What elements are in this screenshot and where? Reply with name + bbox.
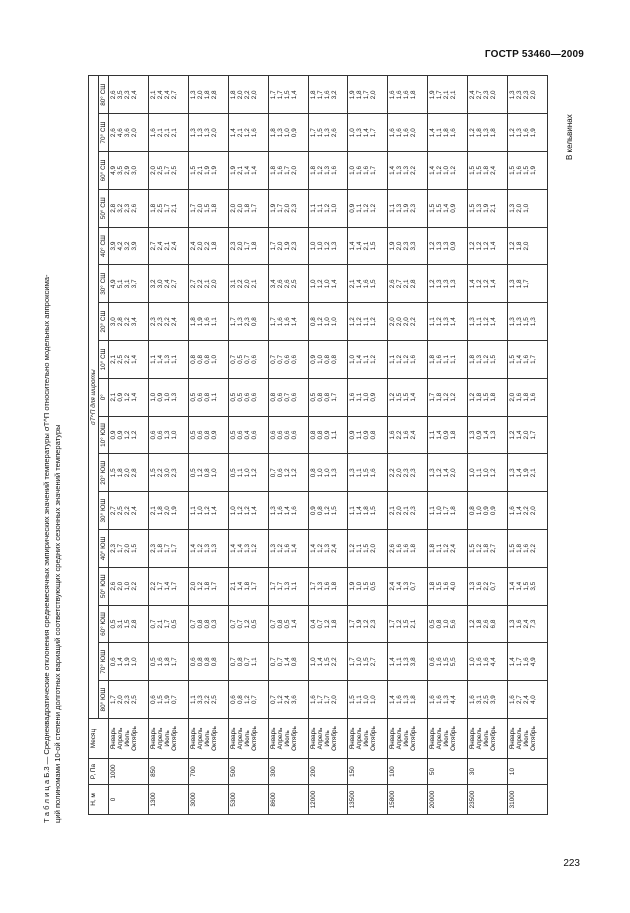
value-cell: 1,4 1,7 1,6 4,9 — [508, 643, 548, 681]
value-cell: 1,3 0,9 1,4 1,3 — [468, 416, 508, 454]
col-header-month: Месяц — [89, 719, 109, 759]
value-cell: 1,7 1,6 1,6 1,4 — [268, 303, 308, 341]
value-cell: 0,9 0,9 1,2 1,2 — [109, 416, 149, 454]
latitude-header: 60° СШ — [99, 152, 109, 190]
value-cell: 1,8 1,2 1,3 1,6 — [308, 152, 348, 190]
value-cell: 1,4 1,3 1,3 2,2 — [388, 152, 428, 190]
value-cell: 2,6 2,0 1,0 2,2 — [109, 567, 149, 605]
value-cell: 1,3 1,1 1,5 1,6 — [348, 454, 388, 492]
value-cell: 1,7 2,0 2,3 2,5 — [109, 681, 149, 719]
value-cell: 1,4 1,2 1,2 1,4 — [468, 265, 508, 303]
value-cell: 1,2 1,2 1,2 1,4 — [468, 227, 508, 265]
month-cell: Январь Апрель Июль Октябрь — [268, 719, 308, 759]
value-cell: 1,4 1,2 1,0 1,2 — [428, 152, 468, 190]
value-cell: 1,5 2,2 3,0 2,3 — [148, 454, 188, 492]
value-cell: 1,3 1,2 1,4 2,0 — [428, 454, 468, 492]
value-cell: 2,1 1,8 2,0 1,9 — [148, 492, 188, 530]
value-cell: 1,9 2,1 1,4 1,4 — [228, 152, 268, 190]
value-cell: 1,7 1,7 1,3 1,1 — [268, 567, 308, 605]
value-cell: 1,3 1,6 2,2 0,7 — [468, 567, 508, 605]
latitude-header: 80° СШ — [99, 76, 109, 114]
value-cell: 1,0 0,9 1,0 1,3 — [148, 378, 188, 416]
value-cell: 3,2 3,0 2,4 2,7 — [148, 265, 188, 303]
value-cell: 1,9 2,0 2,3 3,3 — [388, 227, 428, 265]
p-cell: 500 — [228, 759, 268, 785]
value-cell: 1,4 1,6 1,3 1,8 — [388, 681, 428, 719]
value-cell: 1,1 1,1 1,2 1,0 — [308, 189, 348, 227]
value-cell: 2,0 2,0 1,8 1,7 — [228, 189, 268, 227]
value-cell: 1,0 1,2 1,2 1,4 — [228, 492, 268, 530]
value-cell: 2,1 2,0 2,1 2,3 — [388, 492, 428, 530]
value-cell: 1,5 1,1 1,0 1,0 — [348, 681, 388, 719]
month-cell: Январь Апрель Июль Октябрь — [508, 719, 548, 759]
value-cell: 1,6 2,7 2,4 4,0 — [508, 681, 548, 719]
value-cell: 1,8 1,3 1,2 1,5 — [468, 341, 508, 379]
value-cell: 0,7 0,6 1,2 1,2 — [268, 454, 308, 492]
page-number: 223 — [563, 858, 580, 869]
latitude-header: 10° СШ — [99, 341, 109, 379]
month-cell: Январь Апрель Июль Октябрь — [148, 719, 188, 759]
value-cell: 4,9 5,1 3,1 3,7 — [109, 265, 149, 303]
value-cell: 1,8 1,6 1,1 1,1 — [428, 341, 468, 379]
value-cell: 1,3 1,3 1,5 1,3 — [508, 303, 548, 341]
value-cell: 1,0 1,6 1,6 1,7 — [348, 152, 388, 190]
value-cell: 0,5 0,6 0,8 1,1 — [188, 378, 228, 416]
value-cell: 1,7 1,8 1,2 1,2 — [428, 378, 468, 416]
value-cell: 2,6 2,7 2,1 2,8 — [388, 265, 428, 303]
value-cell: 1,7 2,0 1,9 2,3 — [268, 227, 308, 265]
value-cell: 2,6 3,5 2,3 2,4 — [109, 76, 149, 114]
value-cell: 1,1 1,3 1,9 2,3 — [388, 189, 428, 227]
p-cell: 30 — [468, 759, 508, 785]
value-cell: 0,7 0,7 1,4 0,8 — [268, 643, 308, 681]
value-cell: 1,2 1,8 1,5 1,8 — [468, 378, 508, 416]
value-cell: 2,1 1,4 1,8 1,7 — [228, 567, 268, 605]
value-cell: 1,7 1,7 1,5 1,4 — [268, 76, 308, 114]
value-cell: 1,6 1,6 1,6 2,0 — [388, 114, 428, 152]
month-cell: Январь Апрель Июль Октябрь — [468, 719, 508, 759]
value-cell: 1,3 1,2 1,6 1,4 — [268, 530, 308, 568]
value-cell: 1,7 1,5 1,3 2,6 — [308, 114, 348, 152]
latitude-header: 50° СШ — [99, 189, 109, 227]
value-cell: 1,8 2,0 2,2 2,0 — [228, 76, 268, 114]
value-cell: 1,6 1,4 2,2 2,0 — [508, 492, 548, 530]
value-cell: 1,2 1,8 2,0 — [508, 227, 548, 265]
value-cell: 0,7 0,8 0,5 1,4 — [268, 605, 308, 643]
h-cell: 3000 — [188, 785, 228, 815]
table-row — [348, 76, 388, 815]
value-cell: 0,7 0,8 0,7 1,1 — [228, 643, 268, 681]
value-cell: 0,7 1,2 2,4 3,6 — [268, 681, 308, 719]
value-cell: 1,2 1,1 1,5 2,0 — [348, 530, 388, 568]
value-cell: 1,8 1,7 1,6 3,2 — [308, 76, 348, 114]
value-cell: 1,6 2,1 2,1 2,1 — [148, 114, 188, 152]
value-cell: 1,4 1,1 1,3 3,8 — [388, 643, 428, 681]
h-cell: 31000 — [508, 785, 548, 815]
value-cell: 0,5 0,6 0,8 0,9 — [188, 416, 228, 454]
value-cell: 4,9 3,5 2,9 3,0 — [109, 152, 149, 190]
value-cell: 1,5 2,1 1,9 1,9 — [188, 152, 228, 190]
h-cell: 0 — [109, 785, 149, 815]
value-cell: 0,7 0,8 0,8 0,3 — [188, 605, 228, 643]
value-cell: 1,0 1,3 1,4 1,7 — [348, 114, 388, 152]
value-cell: 3,9 4,2 3,2 3,9 — [109, 227, 149, 265]
value-cell: 1,6 2,2 1,6 2,4 — [388, 416, 428, 454]
value-cell: 2,3 1,7 2,0 1,5 — [109, 530, 149, 568]
value-cell: 1,2 1,3 1,3 0,9 — [428, 227, 468, 265]
value-cell: 0,6 1,5 1,9 0,7 — [148, 681, 188, 719]
value-cell: 1,4 2,1 1,2 1,6 — [228, 114, 268, 152]
value-cell: 1,9 1,8 1,7 2,0 — [348, 76, 388, 114]
value-cell: 1,8 1,1 1,2 2,4 — [428, 530, 468, 568]
value-cell: 2,6 4,6 3,6 2,0 — [109, 114, 149, 152]
latitude-header: 40° СШ — [99, 227, 109, 265]
value-cell: 0,6 0,6 0,6 0,6 — [268, 416, 308, 454]
value-cell: 1,8 1,3 1,0 0,9 — [268, 114, 308, 152]
value-cell: 1,0 1,4 1,5 2,2 — [308, 643, 348, 681]
latitude-header-row — [99, 76, 109, 815]
value-cell: 1,5 1,5 1,4 0,9 — [428, 189, 468, 227]
value-cell: 1,1 3,3 2,2 2,5 — [188, 681, 228, 719]
value-cell: 1,0 1,1 1,0 1,2 — [468, 454, 508, 492]
caption-line-2: ций полиномами 10-ой степени долготных вариаций соответствующих средних сезонных значений температуры — [53, 424, 62, 823]
value-cell: 0,7 0,5 0,7 0,6 — [228, 341, 268, 379]
value-cell: 2,6 1,6 1,6 1,8 — [388, 530, 428, 568]
value-cell: 1,1 1,0 1,2 1,4 — [188, 492, 228, 530]
value-cell: 3,1 2,2 2,0 2,1 — [228, 265, 268, 303]
value-cell: 1,0 1,6 1,6 4,4 — [468, 643, 508, 681]
value-cell: 2,7 2,2 2,1 2,0 — [188, 265, 228, 303]
value-cell: 2,3 2,3 2,2 2,4 — [148, 303, 188, 341]
value-cell: 0,6 0,6 1,3 1,0 — [148, 416, 188, 454]
value-cell: 1,5 1,4 1,6 1,7 — [508, 341, 548, 379]
col-header-group: σT^П для широты — [89, 76, 99, 719]
value-cell: 2,1 2,5 2,2 1,4 — [109, 341, 149, 379]
value-cell: 1,4 1,1 1,8 1,6 — [428, 114, 468, 152]
value-cell: 2,4 2,0 2,2 1,8 — [188, 227, 228, 265]
value-cell: 2,7 2,4 2,1 2,4 — [148, 227, 188, 265]
value-cell: 1,1 1,4 0,9 1,8 — [428, 416, 468, 454]
value-cell: 0,7 2,1 1,7 0,5 — [148, 605, 188, 643]
value-cell: 3,0 2,8 2,2 3,4 — [109, 303, 149, 341]
value-cell: 2,0 2,5 1,7 2,5 — [148, 152, 188, 190]
table-row — [308, 76, 348, 815]
latitude-header: 0° — [99, 378, 109, 416]
h-cell: 15800 — [388, 785, 428, 815]
value-cell: 1,7 1,3 2,3 0,8 — [228, 303, 268, 341]
table-row — [468, 76, 508, 815]
value-cell: 1,6 3,1 2,5 3,9 — [468, 681, 508, 719]
value-cell: 0,5 3,1 1,5 2,8 — [109, 605, 149, 643]
value-cell: 0,6 1,4 1,9 1,0 — [109, 643, 149, 681]
value-cell: 1,8 1,6 1,7 2,0 — [268, 152, 308, 190]
units-label: В кельвинах — [565, 114, 574, 160]
value-cell: 1,3 2,0 1,0 — [508, 189, 548, 227]
p-cell: 100 — [388, 759, 428, 785]
value-cell: 2,1 2,4 2,4 2,7 — [148, 76, 188, 114]
value-cell: 1,2 1,3 1,6 1,9 — [508, 114, 548, 152]
value-cell: 2,8 3,2 2,3 2,6 — [109, 189, 149, 227]
month-cell: Январь Апрель Июль Октябрь — [228, 719, 268, 759]
latitude-header: 60° ЮШ — [99, 605, 109, 643]
value-cell: 1,1 1,4 1,8 1,5 — [348, 492, 388, 530]
value-cell: 0,8 0,6 0,7 0,6 — [268, 378, 308, 416]
table-row — [228, 76, 268, 815]
value-cell: 1,2 1,3 1,3 1,3 — [428, 265, 468, 303]
value-cell: 1,5 1,3 1,9 2,1 — [468, 189, 508, 227]
value-cell: 1,3 1,6 2,4 7,3 — [508, 605, 548, 643]
table-row — [268, 76, 308, 815]
value-cell: 1,3 1,6 1,4 1,6 — [268, 492, 308, 530]
p-cell: 300 — [268, 759, 308, 785]
h-cell: 1300 — [148, 785, 188, 815]
caption-line-1: Т а б л и ц а Б.3 — Среднеквадратические отклонения среднемесячных эмпирических значений температуры σT^П относительно модельных аппроксима- — [42, 274, 51, 823]
value-cell: 1,2 1,4 2,0 1,7 — [508, 416, 548, 454]
value-cell: 1,6 1,6 1,6 1,8 — [388, 76, 428, 114]
latitude-header: 80° ЮШ — [99, 681, 109, 719]
value-cell: 0,5 0,6 0,4 0,6 — [228, 416, 268, 454]
p-cell: 700 — [188, 759, 228, 785]
value-cell: 1,7 2,0 1,5 1,8 — [188, 189, 228, 227]
value-cell: 1,0 1,4 1,1 1,2 — [348, 341, 388, 379]
table-body — [109, 76, 548, 815]
value-cell: 0,6 1,6 1,5 5,5 — [428, 643, 468, 681]
value-cell: 1,4 1,2 1,3 2,4 — [308, 530, 348, 568]
month-cell: Январь Апрель Июль Октябрь — [428, 719, 468, 759]
value-cell: 1,4 1,4 1,3 1,2 — [228, 530, 268, 568]
h-cell: 12000 — [308, 785, 348, 815]
col-header-h: H, м — [89, 785, 109, 815]
value-cell: 2,0 1,2 1,8 1,7 — [188, 567, 228, 605]
value-cell: 1,0 1,2 1,0 1,4 — [308, 265, 348, 303]
month-cell: Январь Апрель Июль Октябрь — [388, 719, 428, 759]
value-cell: 2,2 2,0 2,3 2,3 — [388, 454, 428, 492]
value-cell: 0,8 0,8 0,9 1,1 — [308, 416, 348, 454]
value-cell: 0,9 0,8 1,2 1,5 — [308, 492, 348, 530]
latitude-header: 70° ЮШ — [99, 643, 109, 681]
value-cell: 0,5 1,1 1,0 1,2 — [228, 454, 268, 492]
value-cell: 1,4 1,4 1,5 3,5 — [508, 567, 548, 605]
value-cell: 2,0 2,0 2,0 2,2 — [388, 303, 428, 341]
latitude-header: 30° ЮШ — [99, 492, 109, 530]
value-cell: 0,8 1,0 1,0 1,3 — [308, 454, 348, 492]
value-cell: 1,7 1,2 1,5 2,1 — [388, 605, 428, 643]
value-cell: 0,9 1,1 0,9 0,8 — [348, 416, 388, 454]
value-cell: 1,2 1,8 2,6 6,8 — [468, 605, 508, 643]
h-cell: 20000 — [428, 785, 468, 815]
value-cell: 1,1 1,2 1,2 1,6 — [388, 341, 428, 379]
value-cell: 1,5 1,2 1,8 2,7 — [468, 530, 508, 568]
month-cell: Январь Апрель Июль Октябрь — [188, 719, 228, 759]
latitude-header: 20° ЮШ — [99, 454, 109, 492]
latitude-header: 30° СШ — [99, 265, 109, 303]
table-row — [508, 76, 548, 815]
value-cell: 0,6 0,8 0,8 0,8 — [188, 643, 228, 681]
value-cell: 1,9 1,7 2,0 2,3 — [268, 189, 308, 227]
value-cell: 0,8 0,8 0,8 1,0 — [188, 341, 228, 379]
value-cell: 2,2 1,7 1,4 1,7 — [148, 567, 188, 605]
p-cell: 1000 — [109, 759, 149, 785]
table-row — [188, 76, 228, 815]
value-cell: 1,7 1,9 1,2 2,3 — [348, 605, 388, 643]
p-cell: 10 — [508, 759, 548, 785]
value-cell: 1,2 1,5 1,5 1,4 — [388, 378, 428, 416]
value-cell: 1,6 1,7 1,7 2,0 — [308, 681, 348, 719]
value-cell: 1,7 1,3 1,6 1,8 — [308, 567, 348, 605]
latitude-header: 50° ЮШ — [99, 567, 109, 605]
value-cell: 1,0 1,0 1,2 1,3 — [308, 227, 348, 265]
h-cell: 13500 — [348, 785, 388, 815]
table-row — [388, 76, 428, 815]
value-cell: 1,6 1,6 1,3 4,4 — [428, 681, 468, 719]
value-cell: 1,2 1,8 1,3 1,8 — [468, 114, 508, 152]
value-cell: 1,4 1,2 1,3 1,3 — [188, 530, 228, 568]
value-cell: 1,3 2,3 2,3 2,0 — [508, 76, 548, 114]
h-cell: 5300 — [228, 785, 268, 815]
value-cell: 0,8 1,2 1,0 1,0 — [308, 303, 348, 341]
value-cell: 1,8 1,9 1,6 1,1 — [188, 303, 228, 341]
month-cell: Январь Апрель Июль Октябрь — [308, 719, 348, 759]
value-cell: 1,3 1,1 1,2 1,4 — [468, 303, 508, 341]
h-cell: 23500 — [468, 785, 508, 815]
value-cell: 1,8 1,5 1,6 4,0 — [428, 567, 468, 605]
value-cell: 2,4 2,7 2,3 2,0 — [468, 76, 508, 114]
value-cell: 1,5 1,5 1,8 2,4 — [468, 152, 508, 190]
value-cell: 3,4 2,6 2,6 2,5 — [268, 265, 308, 303]
month-cell: Январь Апрель Июль Октябрь — [348, 719, 388, 759]
value-cell: 1,8 2,5 1,7 2,1 — [148, 189, 188, 227]
value-cell: 1,3 1,4 1,9 2,1 — [508, 454, 548, 492]
rotated-table-container — [88, 85, 548, 815]
value-cell: 1,2 1,2 1,1 1,2 — [348, 303, 388, 341]
latitude-header: 40° ЮШ — [99, 530, 109, 568]
value-cell: 0,5 0,8 0,8 1,7 — [308, 378, 348, 416]
value-cell: 0,4 0,7 1,2 1,8 — [308, 605, 348, 643]
value-cell: 0,5 0,5 0,6 0,6 — [228, 378, 268, 416]
value-cell: 1,1 1,0 1,7 1,8 — [428, 492, 468, 530]
value-cell: 1,9 1,0 1,5 0,5 — [348, 567, 388, 605]
p-cell: 200 — [308, 759, 348, 785]
table-row — [109, 76, 149, 815]
value-cell: 0,8 1,0 0,9 0,9 — [468, 492, 508, 530]
value-cell: 0,9 1,1 1,2 1,2 — [348, 189, 388, 227]
col-header-p: P, Па — [89, 759, 109, 785]
value-cell: 1,5 1,6 1,5 1,9 — [508, 152, 548, 190]
value-cell: 2,4 1,4 1,3 0,7 — [388, 567, 428, 605]
table-row — [148, 76, 188, 815]
table-caption — [41, 93, 63, 823]
p-cell: 150 — [348, 759, 388, 785]
value-cell: 2,0 1,6 1,8 1,6 — [508, 378, 548, 416]
value-cell: 0,9 1,0 0,8 0,8 — [308, 341, 348, 379]
table-row — [428, 76, 468, 815]
value-cell: 1,3 1,3 1,3 2,0 — [188, 114, 228, 152]
data-table — [88, 75, 548, 815]
value-cell: 2,7 2,5 2,2 2,4 — [109, 492, 149, 530]
h-cell: 8600 — [268, 785, 308, 815]
value-cell: 1,1 1,4 1,3 1,1 — [148, 341, 188, 379]
latitude-header: 10° ЮШ — [99, 416, 109, 454]
value-cell: 0,5 0,8 1,0 5,6 — [428, 605, 468, 643]
value-cell: 1,4 1,4 2,1 1,5 — [348, 227, 388, 265]
p-cell: 50 — [428, 759, 468, 785]
value-cell: 1,9 1,7 2,1 2,1 — [428, 76, 468, 114]
value-cell: 0,6 0,8 1,2 0,7 — [228, 681, 268, 719]
value-cell: 0,7 0,7 0,6 0,6 — [268, 341, 308, 379]
value-cell: 1,6 1,1 1,0 0,9 — [348, 378, 388, 416]
value-cell: 1,3 1,8 1,7 — [508, 265, 548, 303]
value-cell: 1,5 1,8 1,6 2,2 — [508, 530, 548, 568]
value-cell: 1,3 2,0 1,8 2,8 — [188, 76, 228, 114]
value-cell: 1,1 1,2 1,3 1,4 — [428, 303, 468, 341]
latitude-header: 20° СШ — [99, 303, 109, 341]
standard-header: ГОСТР 53460—2009 — [484, 49, 584, 60]
value-cell: 1,5 1,8 2,0 2,8 — [109, 454, 149, 492]
value-cell: 2,1 1,4 1,6 1,5 — [348, 265, 388, 303]
p-cell: 850 — [148, 759, 188, 785]
month-cell: Январь Апрель Июль Октябрь — [109, 719, 149, 759]
latitude-header: 70° СШ — [99, 114, 109, 152]
value-cell: 0,5 1,2 0,8 1,0 — [188, 454, 228, 492]
value-cell: 2,3 2,0 1,7 1,8 — [228, 227, 268, 265]
value-cell: 2,3 1,8 1,7 1,7 — [148, 530, 188, 568]
value-cell: 1,7 1,0 1,5 2,7 — [348, 643, 388, 681]
value-cell: 2,1 0,9 1,2 1,4 — [109, 378, 149, 416]
value-cell: 0,7 0,7 1,2 0,5 — [228, 605, 268, 643]
value-cell: 0,5 1,6 1,8 1,7 — [148, 643, 188, 681]
